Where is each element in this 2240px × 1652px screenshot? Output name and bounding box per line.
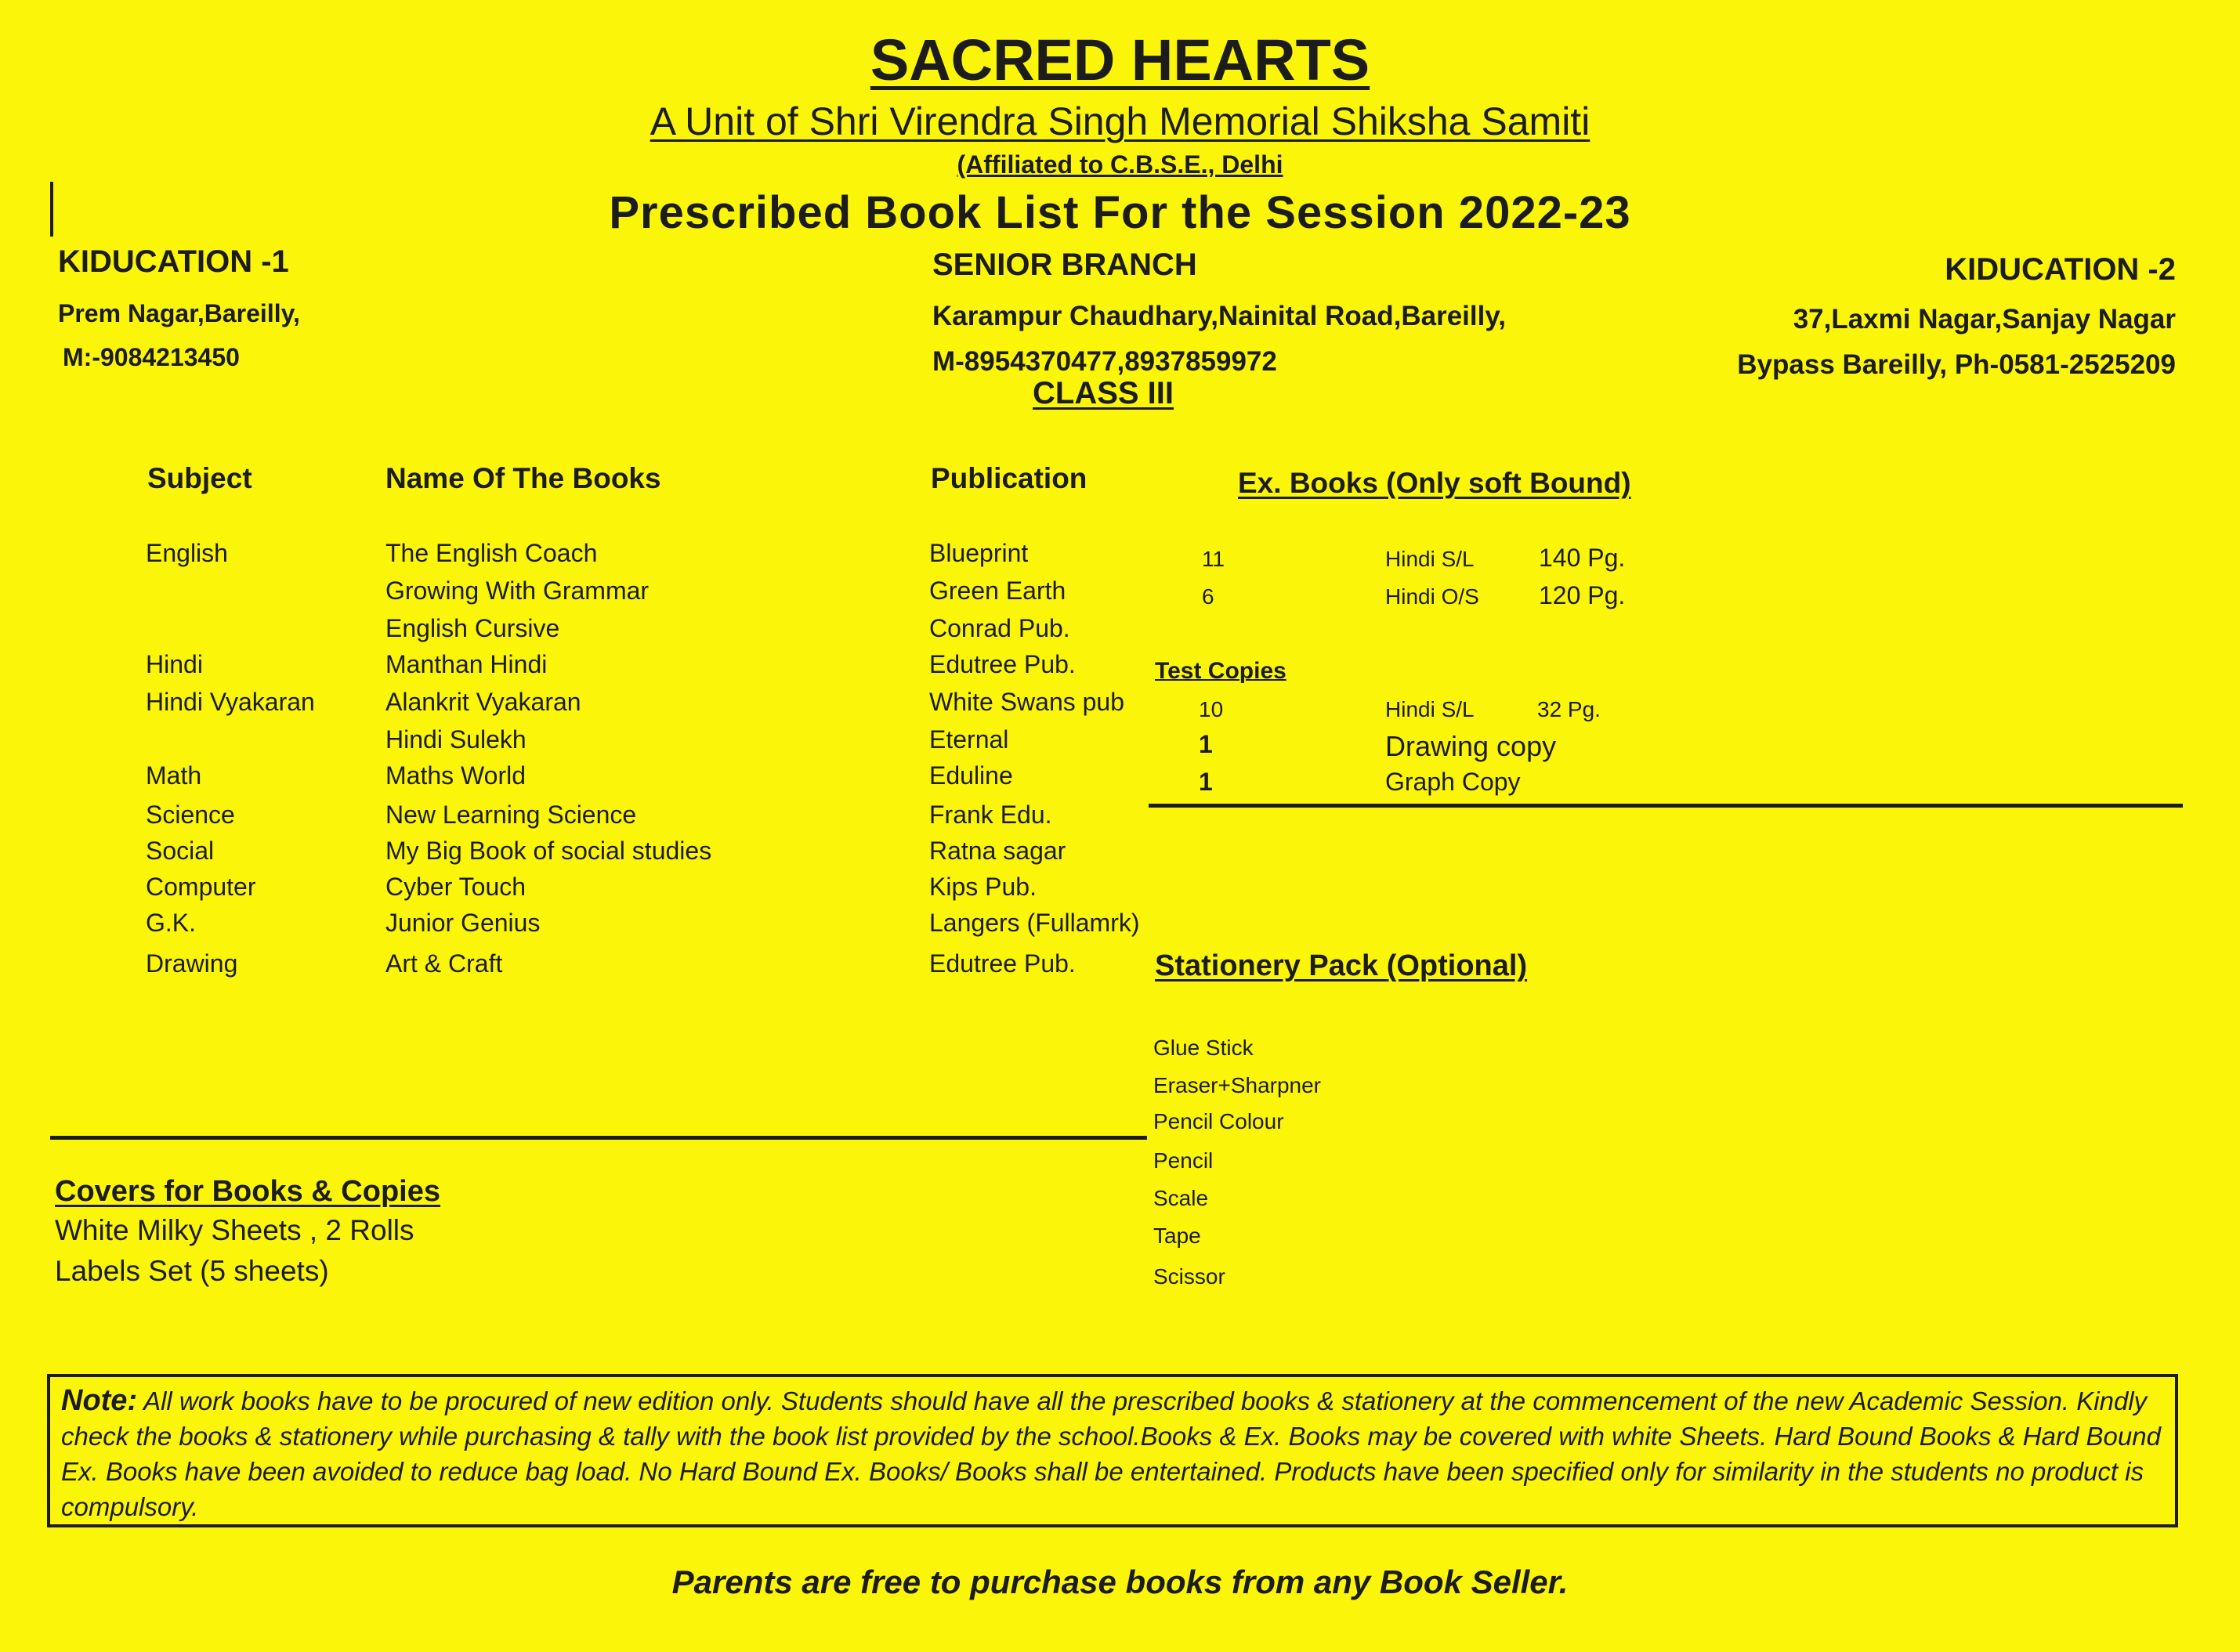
book-name-cell: The English Coach bbox=[385, 539, 598, 567]
branch-center-phone: M-8954370477,8937859972 bbox=[932, 346, 1277, 377]
publication-cell: Edutree Pub. bbox=[929, 650, 1076, 678]
test-copy-name: Drawing copy bbox=[1385, 730, 1557, 762]
book-name-cell: Art & Craft bbox=[385, 949, 503, 978]
subject-cell: Social bbox=[146, 837, 215, 865]
publication-cell: Green Earth bbox=[929, 577, 1066, 605]
session-title: Prescribed Book List For the Session 2022-23 bbox=[609, 187, 1631, 238]
test-copy-name: Graph Copy bbox=[1385, 768, 1521, 796]
unit-of-line: A Unit of Shri Virendra Singh Memorial Shiksha Samiti bbox=[650, 99, 1590, 143]
covers-line-1: White Milky Sheets , 2 Rolls bbox=[55, 1214, 414, 1246]
branch-left-address: Prem Nagar,Bareilly, bbox=[58, 299, 300, 327]
test-copy-qty: 10 bbox=[1199, 697, 1224, 721]
subject-cell: Hindi bbox=[146, 650, 203, 678]
test-copy-qty: 1 bbox=[1199, 768, 1213, 796]
branch-center-address: Karampur Chaudhary,Nainital Road,Bareilly, bbox=[932, 301, 1506, 331]
branch-left-phone: M:-9084213450 bbox=[63, 343, 240, 371]
subject-column-header: Subject bbox=[147, 462, 252, 494]
branch-right-phone: Bypass Bareilly, Ph-0581-2525209 bbox=[1737, 349, 2176, 380]
stationery-item: Scissor bbox=[1153, 1264, 1225, 1289]
ex-book-name: Hindi S/L bbox=[1385, 547, 1475, 571]
branch-right-address: 37,Laxmi Nagar,Sanjay Nagar bbox=[1793, 304, 2176, 334]
publication-cell: Conrad Pub. bbox=[929, 614, 1070, 642]
book-name-cell: New Learning Science bbox=[385, 801, 637, 829]
book-name-cell: My Big Book of social studies bbox=[385, 837, 712, 865]
ex-book-pages: 140 Pg. bbox=[1539, 544, 1626, 572]
branch-right-name: KIDUCATION -2 bbox=[1945, 252, 2176, 287]
book-name-cell: English Cursive bbox=[385, 614, 560, 642]
subject-cell: Computer bbox=[146, 873, 256, 901]
ex-book-qty: 6 bbox=[1202, 584, 1214, 609]
subject-cell: Drawing bbox=[146, 949, 238, 978]
publication-cell: Ratna sagar bbox=[929, 837, 1066, 865]
publication-column-header: Publication bbox=[931, 462, 1087, 494]
subject-cell: Hindi Vyakaran bbox=[146, 688, 315, 716]
note-text: All work books have to be procured of new edition only. Students should have all the prescribed books & stationery at the commencement of the new Academic Session. Kindly check the books & stationery while purchasing & tally with the book list provided by the school.Books & Ex. Books may be covered with white Sheets. Hard Bound Books & Hard Bound Ex. Books have been avoided to reduce bag load. No Hard Bound Ex. Books/ Books shall be entertained. Products have been specified only for similarity in the students no product is compulsory. bbox=[61, 1386, 2161, 1521]
publication-cell: White Swans pub bbox=[929, 688, 1125, 716]
test-copies-heading: Test Copies bbox=[1155, 658, 1286, 684]
publication-cell: Blueprint bbox=[929, 539, 1029, 567]
publication-cell: Frank Edu. bbox=[929, 801, 1052, 829]
book-name-cell: Junior Genius bbox=[385, 909, 541, 937]
book-name-cell: Growing With Grammar bbox=[385, 577, 650, 605]
ex-book-qty: 11 bbox=[1202, 547, 1225, 571]
subject-cell: G.K. bbox=[146, 909, 197, 937]
footer-message: Parents are free to purchase books from any Book Seller. bbox=[671, 1563, 1569, 1600]
book-name-cell: Cyber Touch bbox=[385, 873, 527, 901]
book-name-cell: Hindi Sulekh bbox=[385, 725, 527, 754]
divider-right bbox=[1149, 804, 2183, 808]
branch-left-name: KIDUCATION -1 bbox=[58, 244, 289, 279]
publication-cell: Langers (Fullamrk) bbox=[929, 909, 1140, 937]
stationery-heading: Stationery Pack (Optional) bbox=[1155, 949, 1528, 982]
stationery-item: Scale bbox=[1153, 1186, 1209, 1210]
covers-heading: Covers for Books & Copies bbox=[55, 1175, 440, 1208]
book-name-cell: Maths World bbox=[385, 761, 527, 790]
branch-center-name: SENIOR BRANCH bbox=[932, 248, 1197, 282]
stationery-item: Tape bbox=[1153, 1224, 1201, 1248]
affiliation-line: (Affiliated to C.B.S.E., Delhi bbox=[957, 150, 1283, 179]
stationery-item: Glue Stick bbox=[1153, 1036, 1254, 1060]
test-copy-qty: 1 bbox=[1199, 730, 1213, 758]
publication-cell: Eduline bbox=[929, 761, 1013, 790]
publication-cell: Eternal bbox=[929, 725, 1009, 754]
stationery-item: Pencil Colour bbox=[1153, 1109, 1284, 1133]
test-copy-pages: 32 Pg. bbox=[1537, 697, 1601, 721]
class-label: CLASS III bbox=[1033, 376, 1174, 410]
ex-book-name: Hindi O/S bbox=[1385, 584, 1479, 609]
book-name-cell: Manthan Hindi bbox=[385, 650, 548, 678]
book-name-cell: Alankrit Vyakaran bbox=[385, 688, 581, 716]
divider-left bbox=[50, 1136, 1147, 1140]
test-copy-name: Hindi S/L bbox=[1385, 697, 1475, 721]
covers-line-2: Labels Set (5 sheets) bbox=[55, 1255, 329, 1287]
ex-book-pages: 120 Pg. bbox=[1539, 581, 1626, 609]
school-name: SACRED HEARTS bbox=[870, 27, 1370, 92]
publication-cell: Kips Pub. bbox=[929, 873, 1037, 901]
note-box bbox=[47, 1374, 2178, 1527]
note-label: Note: bbox=[61, 1384, 138, 1417]
subject-cell: Science bbox=[146, 801, 235, 829]
stationery-item: Eraser+Sharpner bbox=[1153, 1073, 1322, 1097]
books-column-header: Name Of The Books bbox=[385, 462, 661, 494]
exercise-books-heading: Ex. Books (Only soft Bound) bbox=[1238, 467, 1631, 499]
subject-cell: Math bbox=[146, 761, 202, 790]
stationery-item: Pencil bbox=[1153, 1148, 1214, 1173]
publication-cell: Edutree Pub. bbox=[929, 949, 1076, 978]
subject-cell: English bbox=[146, 539, 228, 567]
